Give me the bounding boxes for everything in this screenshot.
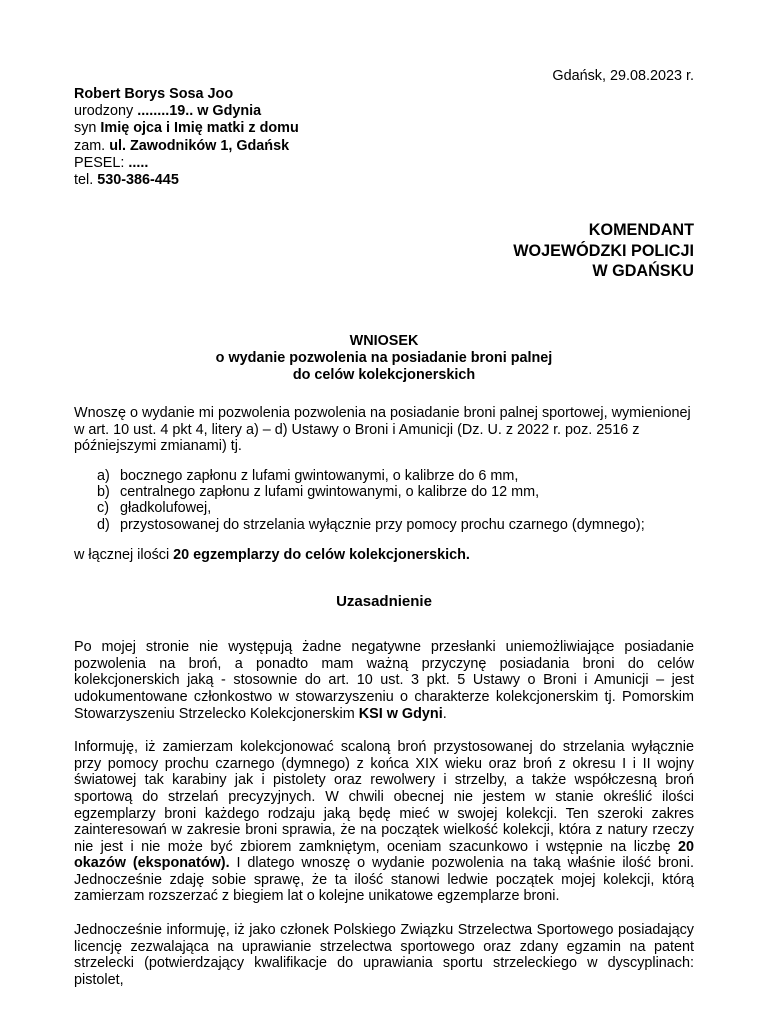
request-intro: Wnoszę o wydanie mi pozwolenia pozwolenia na posiadanie broni palnej sportowej, wymienionej w art. 10 ust. 4 pkt 4, litery a) – d) Ustawy o Broni i Amunicji (Dz. U. z 2022 r. poz. 2516 z późniejszymi zmianami) tj. <box>74 405 691 455</box>
sender-parents: syn Imię ojca i Imię matki z domu <box>74 120 299 137</box>
justification-paragraph: Po mojej stronie nie występują żadne negatywne przesłanki uniemożliwiające posiadanie pozwolenia na broń, a ponadto mam ważną przyczynę posiadania broni do celów kolekcjonerskich jaką - stosownie do art. 10 ust. 3 pkt. 5 Ustawy o Broni i Amunicji – jest udokumentowane członkostwo w stowarzyszeniu o charakterze kolekcjonerskim tj. Pomorskim Stowarzyszeniu Strzelecko Kolekcjonerskim KSI w Gdyni. <box>74 639 694 722</box>
list-item: a) bocznego zapłonu z lufami gwintowanymi, o kalibrze do 6 mm, <box>97 467 519 484</box>
addressee-line: WOJEWÓDZKI POLICJI <box>513 241 694 260</box>
sender-born: urodzony ........19.. w Gdynia <box>74 103 262 120</box>
list-item: d) przystosowanej do strzelania wyłącznie przy pomocy prochu czarnego (dymnego); <box>97 516 645 533</box>
weapon-type-list <box>74 468 694 533</box>
title-line: do celów kolekcjonerskich <box>292 367 476 384</box>
sender-address: zam. ul. Zawodników 1, Gdańsk <box>74 137 290 154</box>
request-total: w łącznej ilości 20 egzemplarzy do celów kolekcjonerskich. <box>74 546 470 563</box>
title-line: o wydanie pozwolenia na posiadanie broni palnej <box>215 350 553 367</box>
sender-pesel: PESEL: ..... <box>74 154 149 171</box>
list-item: b) centralnego zapłonu z lufami gwintowanymi, o kalibrze do 12 mm, <box>97 484 540 501</box>
sender-name: Robert Borys Sosa Joo <box>74 86 234 102</box>
sender-block <box>74 86 299 189</box>
justification-heading: Uzasadnienie <box>336 592 432 610</box>
place-date: Gdańsk, 29.08.2023 r. <box>552 68 694 84</box>
addressee-line: KOMENDANT <box>588 221 694 239</box>
justification-paragraph: Informuję, iż zamierzam kolekcjonować scaloną broń przystosowanej do strzelania wyłącznie przy pomocy prochu czarnego (dymnego) z końca XIX wieku oraz broń z okresu I i II wojny światowej tak karabiny jak i pistolety oraz rewolwery i strzelby, a także współczesną broń sportową do strzelań precyzyjnych. W chwili obecnej nie jestem w stanie określić ilości egzemplarzy broni każdego rodzaju jaką będę mieć w swojej kolekcji. Ten szeroki zakres zainteresowań w zakresie broni sprawia, że na początek wielkość kolekcji, która z natury rzeczy nie jest i nie może być zbiorem zamkniętym, oceniam szacunkowo i wstępnie na liczbę 20 okazów (eksponatów). I dlatego wnoszę o wydanie pozwolenia na taką właśnie ilość broni. Jednocześnie zdaję sobie sprawę, że ta ilość stanowi ledwie początek mojej kolekcji, którą zamierzam rozszerzać z biegiem lat o kolejne unikatowe egzemplarze broni. <box>74 739 694 905</box>
sender-phone: tel. 530-386-445 <box>74 172 179 189</box>
list-item: c) gładkolufowej, <box>97 500 212 517</box>
document-body <box>74 405 694 988</box>
addressee-block <box>513 220 694 282</box>
document-title <box>74 333 694 385</box>
addressee-line: W GDAŃSKU <box>592 262 694 280</box>
justification-paragraph: Jednocześnie informuję, iż jako członek Polskiego Związku Strzelectwa Sportowego posiadający licencję zezwalająca na uprawianie strzelectwa sportowego oraz zdany egzamin na patent strzelecki (potwierdzający kwalifikacje do uprawiania sportu strzeleckiego w dyscyplinach: pistolet, <box>74 922 694 988</box>
title-line: WNIOSEK <box>349 333 419 349</box>
